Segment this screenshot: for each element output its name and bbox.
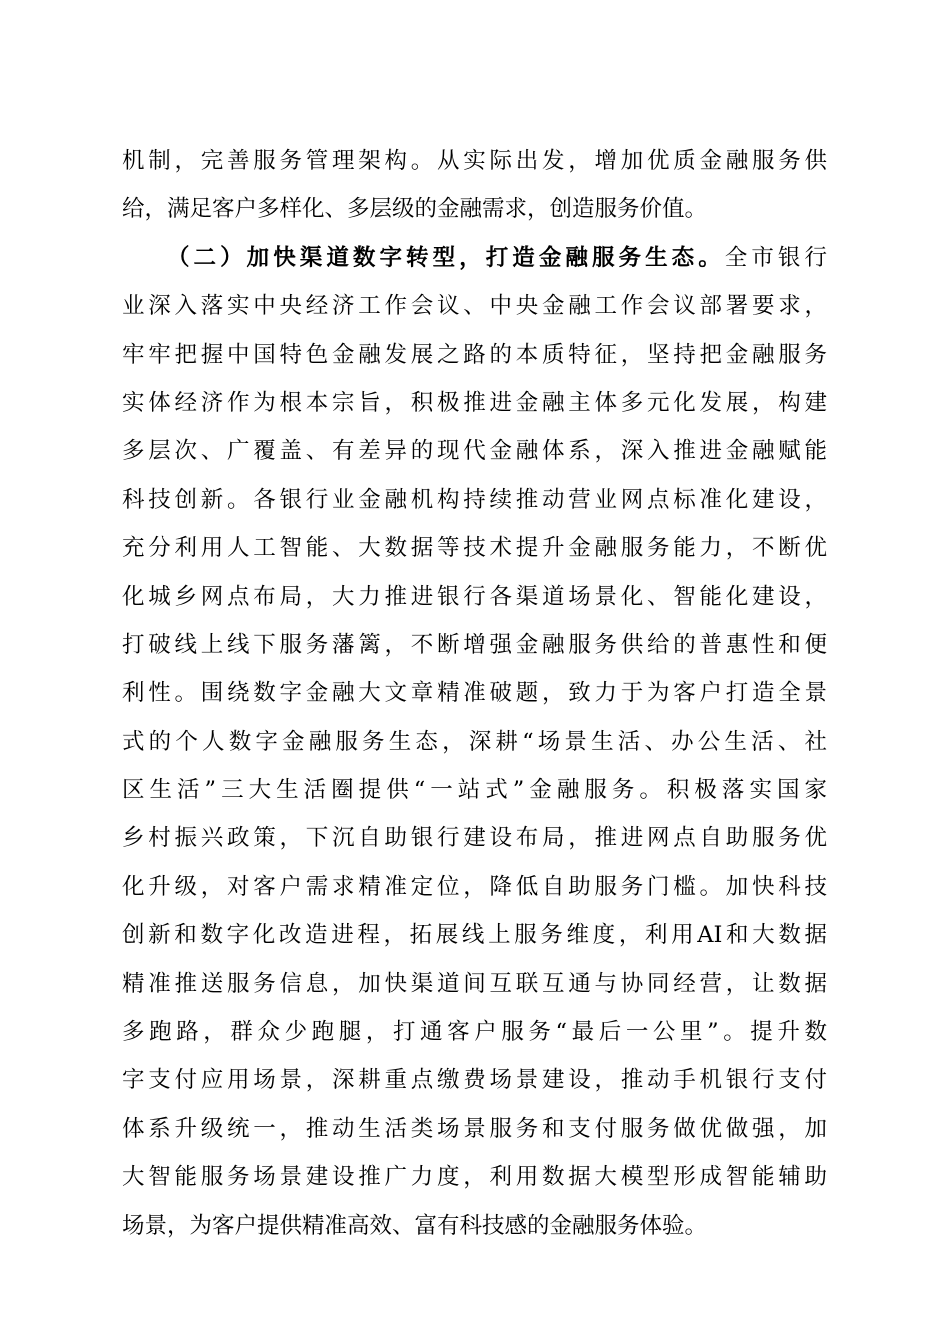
text-line: 体系升级统一，推动生活类场景服务和支付服务做优做强，加 <box>122 1115 827 1142</box>
text-line: 实体经济作为根本宗旨，积极推进金融主体多元化发展，构建 <box>122 389 827 416</box>
text-line: 大智能服务场景建设推广力度，利用数据大模型形成智能辅助 <box>122 1164 827 1191</box>
text-line: 机制，完善服务管理架构。从实际出发，增加优质金融服务供 <box>122 148 827 174</box>
text-line: 式的个人数字金融服务生态，深耕“场景生活、办公生活、社 <box>122 728 827 755</box>
text-line: 化城乡网点布局，大力推进银行各渠道场景化、智能化建设， <box>122 583 827 610</box>
text-line: 字支付应用场景，深耕重点缴费场景建设，推动手机银行支付 <box>122 1067 827 1094</box>
text-line: 充分利用人工智能、大数据等技术提升金融服务能力，不断优 <box>122 535 827 562</box>
section-heading-continuation: 全市银行 <box>724 244 827 271</box>
text-line: 业深入落实中央经济工作会议、中央金融工作会议部署要求， <box>122 293 827 320</box>
text-line: 利性。围绕数字金融大文章精准破题，致力于为客户打造全景 <box>122 680 827 707</box>
text-line: 牢牢把握中国特色金融发展之路的本质特征，坚持把金融服务 <box>122 341 827 368</box>
text-line: 场景，为客户提供精准高效、富有科技感的金融服务体验。 <box>122 1212 708 1239</box>
body-text <box>122 137 827 1250</box>
text-line: 创新和数字化改造进程，拓展线上服务维度，利用AI和大数据 <box>122 922 827 949</box>
text-line: 乡村振兴政策，下沉自助银行建设布局，推进网点自助服务优 <box>122 825 827 852</box>
text-line: 精准推送服务信息，加快渠道间互联互通与协同经营，让数据 <box>122 970 827 997</box>
text-line: 化升级，对客户需求精准定位，降低自助服务门槛。加快科技 <box>122 873 827 900</box>
text-line: 多跑路，群众少跑腿，打通客户服务“最后一公里”。提升数 <box>122 1019 827 1046</box>
section-heading: （二）加快渠道数字转型，打造金融服务生态。 <box>167 244 725 271</box>
text-line: 给，满足客户多样化、多层级的金融需求，创造服务价值。 <box>122 196 708 223</box>
section-heading-line <box>122 234 827 282</box>
text-line: 科技创新。各银行业金融机构持续推动营业网点标准化建设， <box>122 486 827 513</box>
text-line: 区生活”三大生活圈提供“一站式”金融服务。积极落实国家 <box>122 777 827 804</box>
text-line: 多层次、广覆盖、有差异的现代金融体系，深入推进金融赋能 <box>122 438 827 465</box>
text-line: 打破线上线下服务藩篱，不断增强金融服务供给的普惠性和便 <box>122 631 827 658</box>
